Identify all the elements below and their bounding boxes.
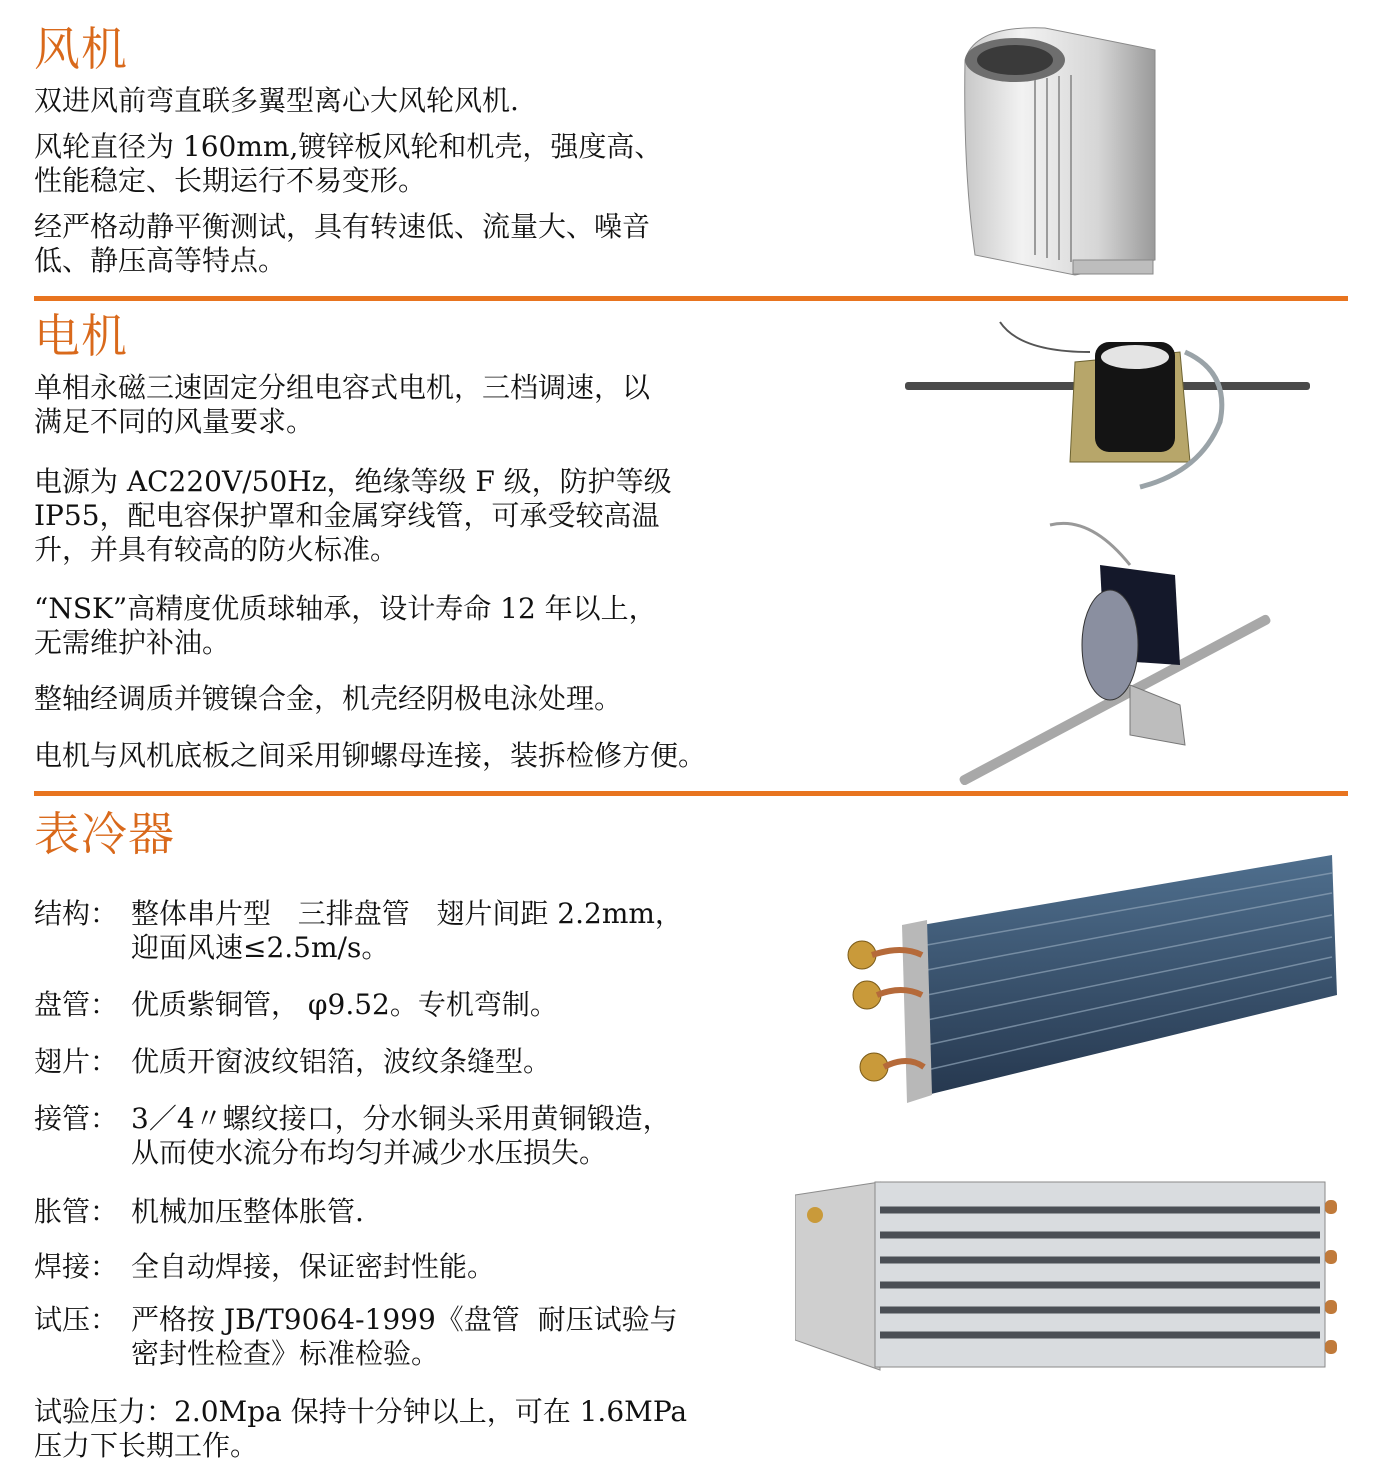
motor-desc-3: “NSK”高精度优质球轴承，设计寿命 12 年以上， 无需维护补油。 — [34, 592, 657, 659]
fan-desc-1: 双进风前弯直联多翼型离心大风轮风机. — [34, 84, 519, 117]
coil-item-text: 3／4〃螺纹接口，分水铜头采用黄铜锻造， 从而使水流分布均匀并减少水压损失。 — [131, 1102, 671, 1169]
section-divider — [34, 296, 1348, 301]
fan-desc-2: 风轮直径为 160mm,镀锌板风轮和机壳，强度高、 性能稳定、长期运行不易变形。 — [34, 130, 663, 197]
coil-item-text: 严格按 JB/T9064-1999《盘管 耐压试验与 密封性检查》标准检验。 — [131, 1303, 678, 1370]
coil-item-text: 全自动焊接，保证密封性能。 — [131, 1250, 496, 1283]
coil-item-text: 优质紫铜管， φ9.52。专机弯制。 — [131, 988, 558, 1021]
coil-item-label: 胀管： — [34, 1195, 119, 1228]
coil-item-text: 整体串片型 三排盘管 翅片间距 2.2mm， 迎面风速≤2.5m/s。 — [131, 897, 683, 964]
motor-angled-image — [930, 505, 1300, 785]
fan-blower-image — [955, 20, 1165, 285]
coil-item-label: 盘管： — [34, 988, 119, 1021]
coil-item-text: 机械加压整体胀管. — [131, 1195, 364, 1228]
motor-side-image — [900, 312, 1320, 504]
coil-item-label: 接管： — [34, 1102, 119, 1135]
motor-desc-1: 单相永磁三速固定分组电容式电机，三档调速，以 满足不同的风量要求。 — [34, 371, 651, 438]
coil-angled-image — [832, 845, 1352, 1110]
coil-item-label: 结构： — [34, 897, 119, 930]
motor-desc-2: 电源为 AC220V/50Hz，绝缘等级 F 级，防护等级 IP55，配电容保护罩和金属穿线管，可承受较高温 升，并具有较高的防火标准。 — [34, 465, 672, 566]
fan-section-title: 风机 — [34, 22, 128, 76]
coil-item-text: 优质开窗波纹铝箔，波纹条缝型。 — [131, 1045, 552, 1078]
coil-item-label: 翅片： — [34, 1045, 119, 1078]
coil-test-pressure: 试验压力：2.0Mpa 保持十分钟以上，可在 1.6MPa 压力下长期工作。 — [34, 1395, 688, 1462]
coil-front-image — [795, 1170, 1340, 1380]
coil-item-label: 试压： — [34, 1303, 119, 1336]
coil-section-title: 表冷器 — [34, 807, 175, 861]
motor-desc-5: 电机与风机底板之间采用铆螺母连接，装拆检修方便。 — [34, 739, 707, 772]
motor-desc-4: 整轴经调质并镀镍合金，机壳经阴极电泳处理。 — [34, 682, 623, 715]
fan-desc-3: 经严格动静平衡测试，具有转速低、流量大、噪音 低、静压高等特点。 — [34, 210, 651, 277]
motor-section-title: 电机 — [34, 309, 128, 363]
coil-item-label: 焊接： — [34, 1250, 119, 1283]
section-divider — [34, 791, 1348, 796]
